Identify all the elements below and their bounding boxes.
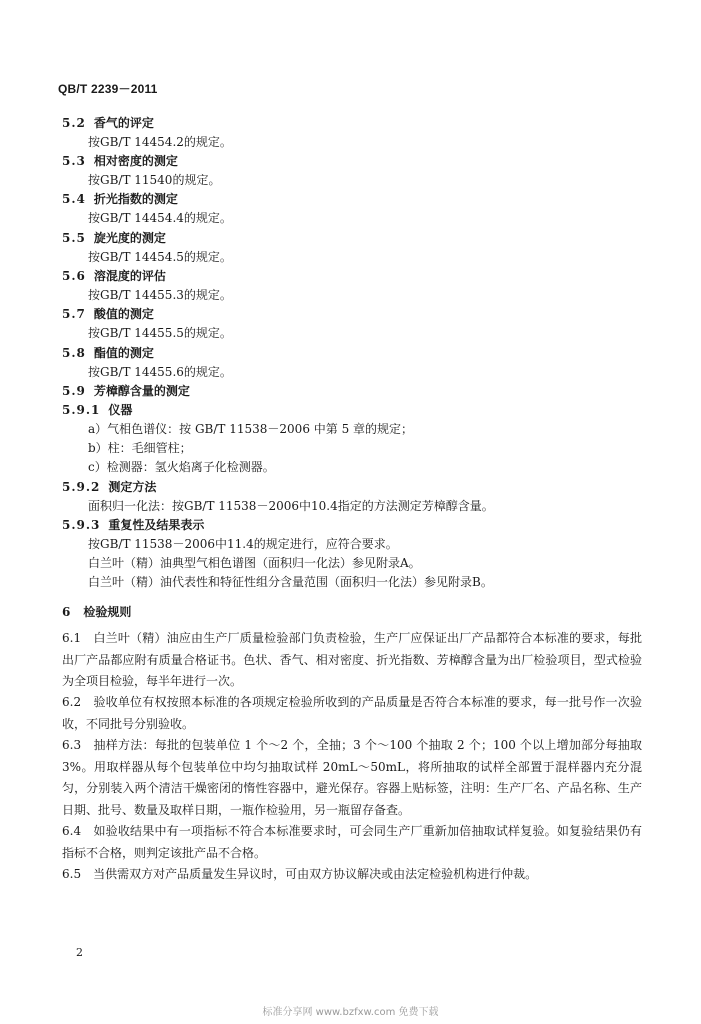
paragraph-6-5: 6.5 当供需双方对产品质量发生异议时，可由双方协议解决或由法定检验机构进行仲裁。 (62, 867, 538, 881)
section-heading: 5.9 芳樟醇含量的测定 (62, 384, 190, 398)
paragraph-6-3: 6.3 抽样方法：每批的包装单位 1 个～2 个，全抽；3 个～100 个抽取 2 个；100 个以上增加部分每抽取 3%。用取样器从每个包装单位中均匀抽取试样 20mL～50mL，将所抽取的试样全部置于混样器内充分混匀，分别装入两个清洁干燥密闭的惰性容器中，避光保存。容器上贴标签，注明：生产厂名、产品名称、生产日期、批号、数量及取样日期，一瓶作检验用，另一瓶留存备查。 (62, 738, 642, 817)
section-body: 按GB/T 14454.5的规定。 (88, 250, 232, 264)
section-heading: 5.3 相对密度的测定 (62, 154, 178, 168)
section-body: 按GB/T 11538－2006中11.4的规定进行，应符合要求。 (88, 537, 398, 551)
list-item: b）柱：毛细管柱； (88, 441, 192, 455)
paragraph-6-1: 6.1 白兰叶（精）油应由生产厂质量检验部门负责检验，生产厂应保证出厂产品都符合本标准的要求，每批出厂产品都应附有质量合格证书。色状、香气、相对密度、折光指数、芳樟醇含量为出厂检验项目，型式检验为全项目检验，每半年进行一次。 (62, 631, 642, 688)
footer-watermark: 标准分享网 www.bzfxw.com 免费下载 (262, 1007, 439, 1018)
section-body: 白兰叶（精）油典型气相色谱图（面积归一化法）参见附录A。 (88, 556, 421, 570)
section-body: 面积归一化法：按GB/T 11538－2006中10.4指定的方法测定芳樟醇含量。 (88, 499, 494, 513)
section-body: 按GB/T 11540的规定。 (88, 173, 221, 187)
section-body: 白兰叶（精）油代表性和特征性组分含量范围（面积归一化法）参见附录B。 (88, 575, 493, 589)
section-body: 按GB/T 14455.6的规定。 (88, 365, 232, 379)
chapter-heading: 6 检验规则 (62, 605, 132, 619)
section-body: 按GB/T 14454.4的规定。 (88, 211, 232, 225)
subsection-heading: 5.9.2 测定方法 (62, 480, 157, 494)
doc-code: QB/T 2239－2011 (58, 82, 158, 96)
section-heading: 5.2 香气的评定 (62, 116, 154, 130)
page-number: 2 (76, 946, 83, 959)
section-body: 按GB/T 14454.2的规定。 (88, 135, 232, 149)
section-body: 按GB/T 14455.5的规定。 (88, 326, 232, 340)
section-heading: 5.6 溶混度的评估 (62, 269, 166, 283)
section-heading: 5.5 旋光度的测定 (62, 231, 166, 245)
list-item: c）检测器：氢火焰离子化检测器。 (88, 460, 275, 474)
list-item: a）气相色谱仪：按 GB/T 11538－2006 中第 5 章的规定； (88, 422, 414, 436)
paragraph-6-2: 6.2 验收单位有权按照本标准的各项规定检验所收到的产品质量是否符合本标准的要求，每一批号作一次验收，不同批号分别验收。 (62, 695, 642, 731)
subsection-heading: 5.9.3 重复性及结果表示 (62, 518, 205, 532)
section-body: 按GB/T 14455.3的规定。 (88, 288, 232, 302)
section-heading: 5.7 酸值的测定 (62, 307, 154, 321)
subsection-heading: 5.9.1 仪器 (62, 403, 133, 417)
section-heading: 5.4 折光指数的测定 (62, 192, 178, 206)
section-heading: 5.8 酯值的测定 (62, 346, 154, 360)
paragraph-6-4: 6.4 如验收结果中有一项指标不符合本标准要求时，可会同生产厂重新加倍抽取试样复验。如复验结果仍有指标不合格，则判定该批产品不合格。 (62, 824, 642, 860)
